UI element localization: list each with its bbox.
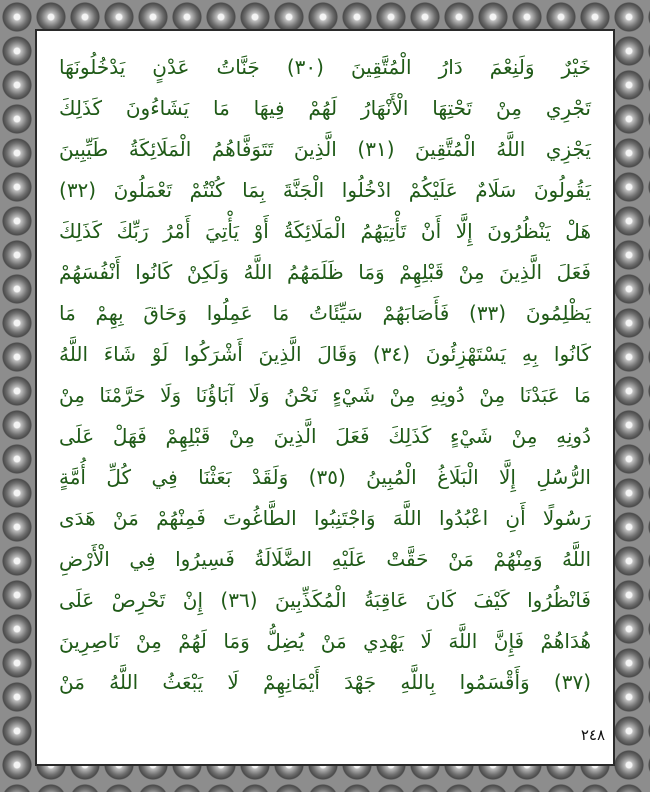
verse-line: اللَّهُ وَمِنْهُمْ مَنْ حَقَّتْ عَلَيْهِ الضَّلَالَةُ فَسِيرُوا فِي الْأَرْضِ [59,547,591,571]
verse-line: هُدَاهُمْ فَإِنَّ اللَّهَ لَا يَهْدِي مَنْ يُضِلُّ وَمَا لَهُمْ مِنْ نَاصِرِينَ [59,629,591,653]
verse-line: فَعَلَ الَّذِينَ مِنْ قَبْلِهِمْ وَمَا ظَلَمَهُمُ اللَّهُ وَلَكِنْ كَانُوا أَنْفُسَهُمْ [59,260,591,284]
verse-line: يَقُولُونَ سَلَامٌ عَلَيْكُمْ ادْخُلُوا الْجَنَّةَ بِمَا كُنْتُمْ تَعْمَلُونَ (٣٢) [59,178,591,202]
verse-line: كَانُوا بِهِ يَسْتَهْزِئُونَ (٣٤) وَقَالَ الَّذِينَ أَشْرَكُوا لَوْ شَاءَ اللَّهُ [59,342,591,366]
verse-line: الرُّسُلِ إِلَّا الْبَلَاغُ الْمُبِينُ (٣٥) وَلَقَدْ بَعَثْنَا فِي كُلِّ أُمَّةٍ [59,465,591,489]
verse-line: هَلْ يَنْظُرُونَ إِلَّا أَنْ تَأْتِيَهُمُ الْمَلَائِكَةُ أَوْ يَأْتِيَ أَمْرُ رَبِّكَ كَذَلِكَ [59,219,591,243]
mushaf-page [37,31,613,764]
verse-line: رَسُولًا أَنِ اعْبُدُوا اللَّهَ وَاجْتَنِبُوا الطَّاغُوتَ فَمِنْهُمْ مَنْ هَدَى [59,506,591,530]
verse-line: دُونِهِ مِنْ شَيْءٍ كَذَلِكَ فَعَلَ الَّذِينَ مِنْ قَبْلِهِمْ فَهَلْ عَلَى [59,424,591,448]
verse-line: يَجْزِي اللَّهُ الْمُتَّقِينَ (٣١) الَّذِينَ تَتَوَفَّاهُمُ الْمَلَائِكَةُ طَيِّبِينَ [59,137,591,161]
verse-line: خَيْرٌ وَلَنِعْمَ دَارُ الْمُتَّقِينَ (٣٠) جَنَّاتُ عَدْنٍ يَدْخُلُونَهَا [59,55,591,79]
verse-line: مَا عَبَدْنَا مِنْ دُونِهِ مِنْ شَيْءٍ نَحْنُ وَلَا آبَاؤُنَا وَلَا حَرَّمْنَا مِنْ [59,383,591,407]
verse-line: تَجْرِي مِنْ تَحْتِهَا الْأَنْهَارُ لَهُمْ فِيهَا مَا يَشَاءُونَ كَذَلِكَ [59,96,591,120]
page-number: ٢٤٨ [580,726,605,744]
verse-line: فَانْظُرُوا كَيْفَ كَانَ عَاقِبَةُ الْمُكَذِّبِينَ (٣٦) إِنْ تَحْرِصْ عَلَى [59,588,591,612]
verse-line: (٣٧) وَأَقْسَمُوا بِاللَّهِ جَهْدَ أَيْمَانِهِمْ لَا يَبْعَثُ اللَّهُ مَنْ [59,670,591,694]
verse-line: يَظْلِمُونَ (٣٣) فَأَصَابَهُمْ سَيِّئَاتُ مَا عَمِلُوا وَحَاقَ بِهِمْ مَا [59,301,591,325]
